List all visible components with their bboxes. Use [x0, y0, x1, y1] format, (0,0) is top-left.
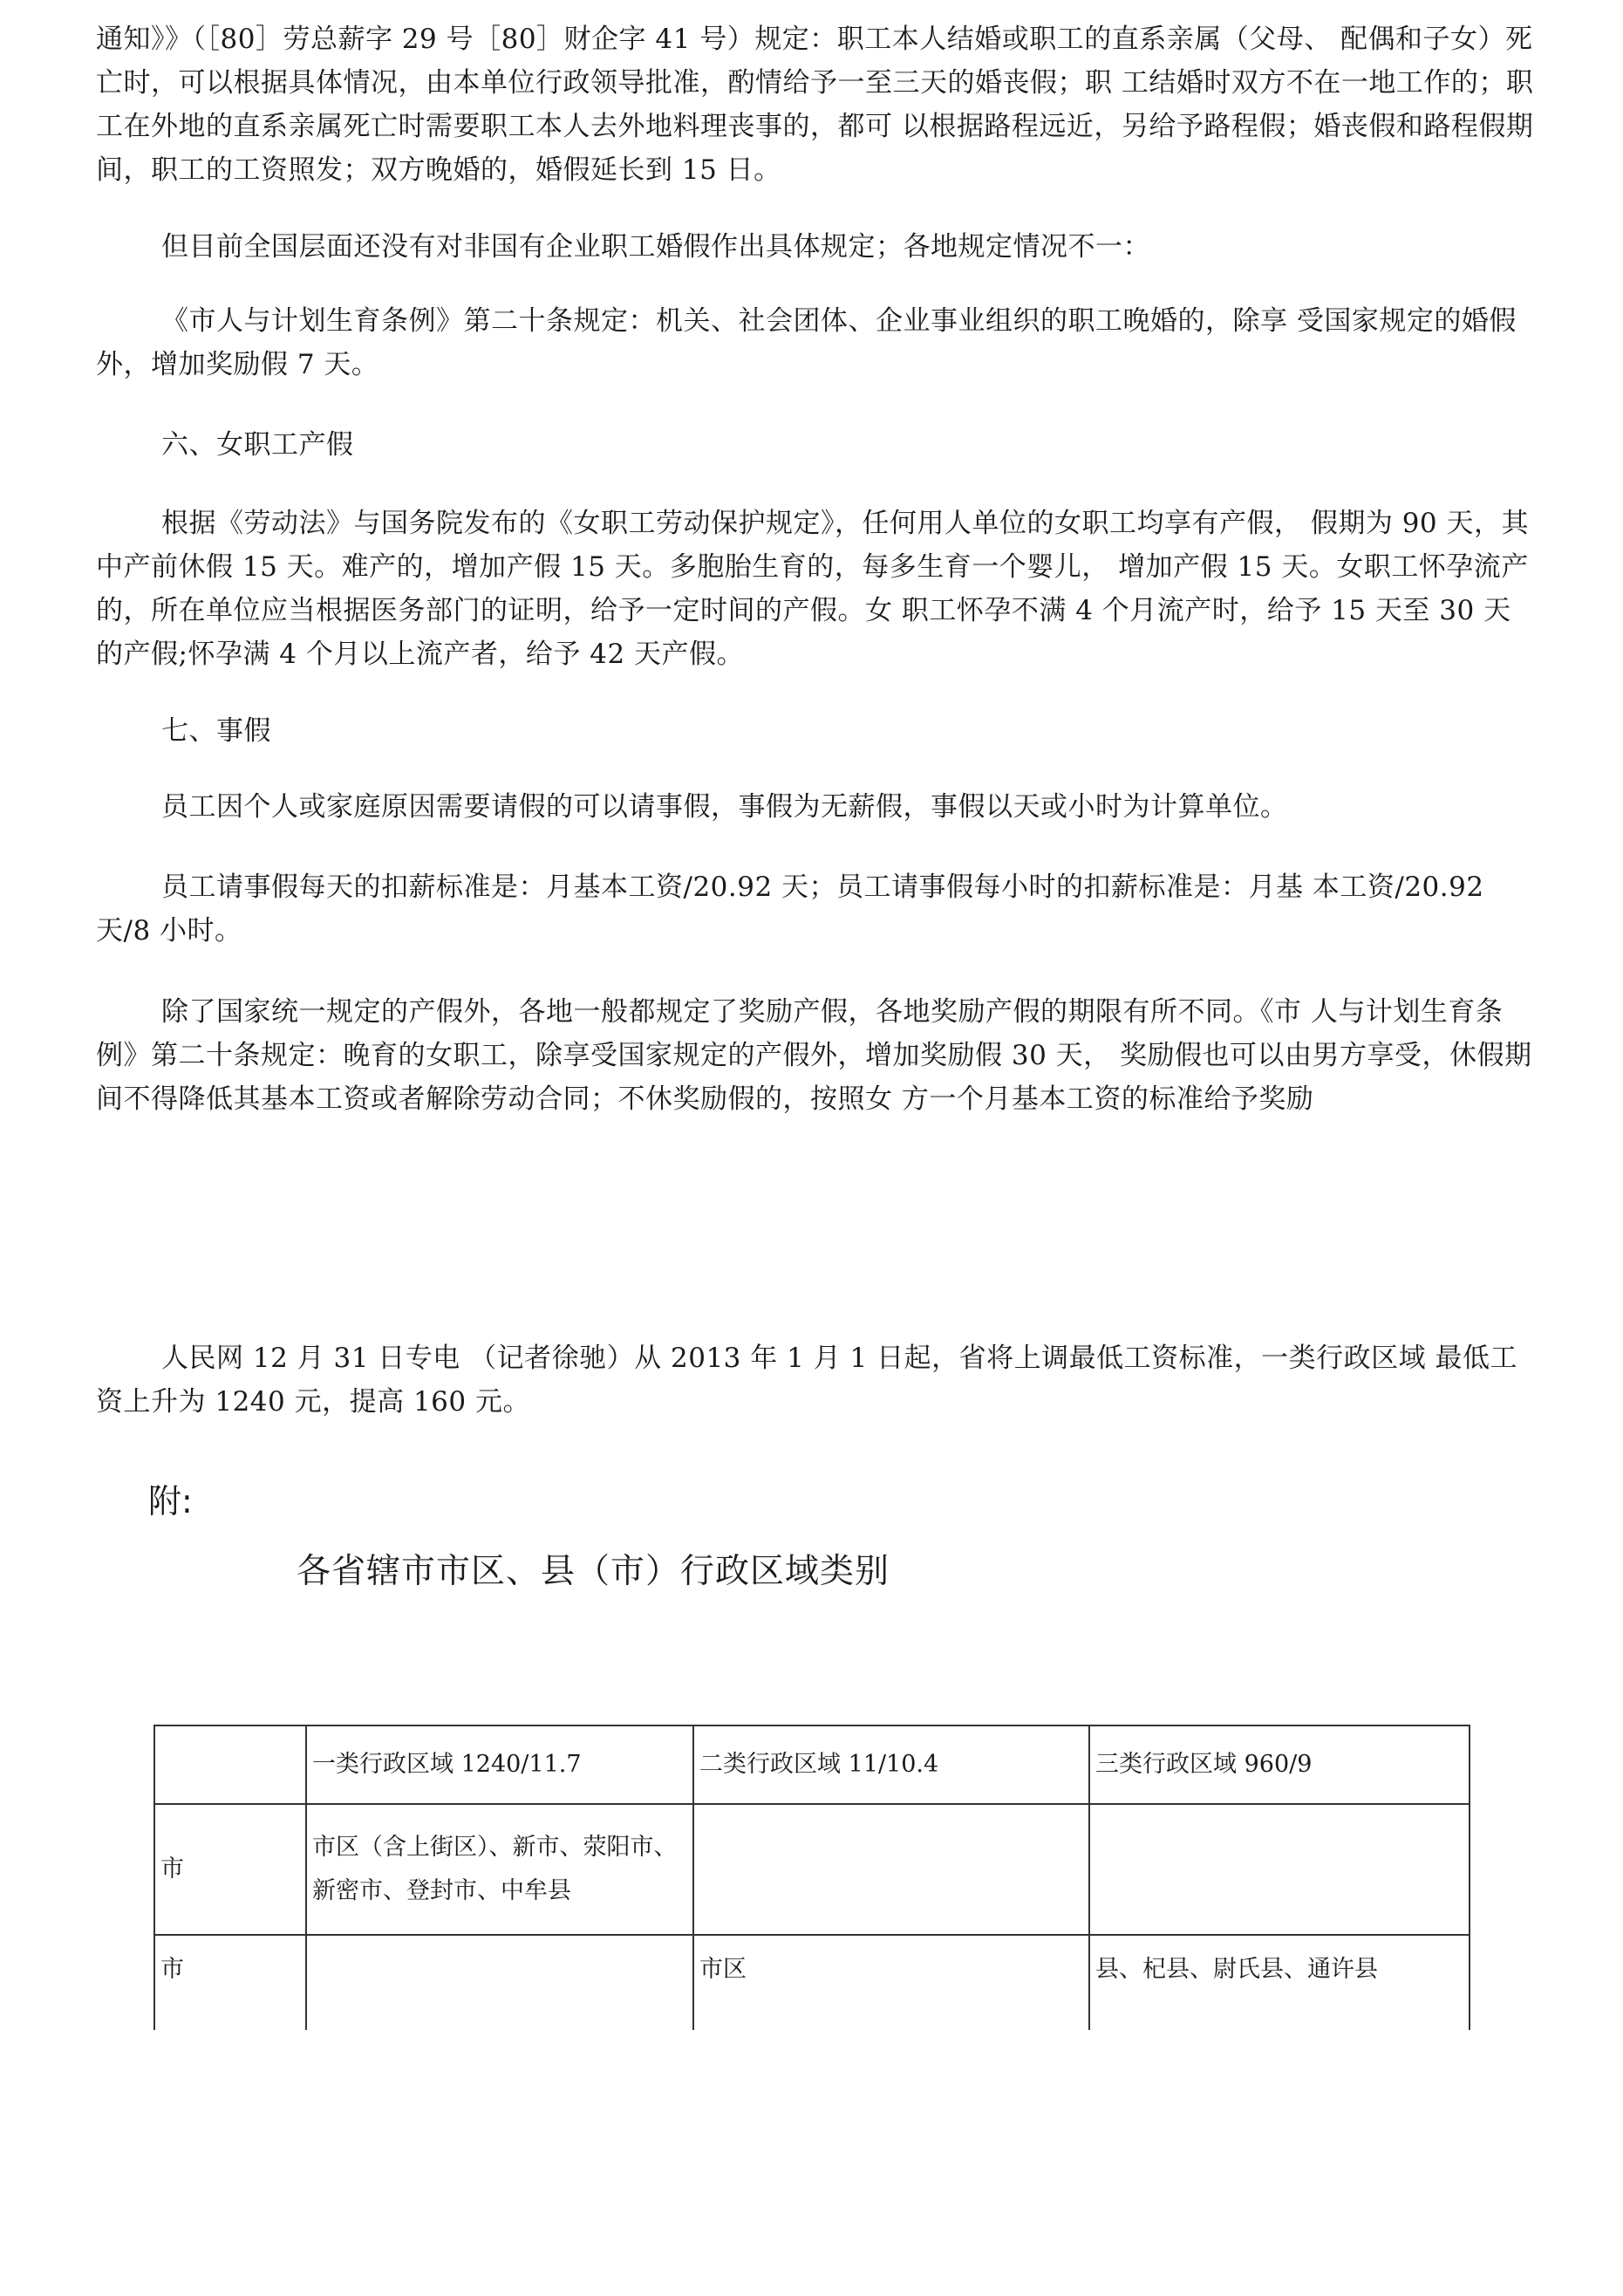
paragraph-marriage-leave-rule: 通知》》（［80］劳总薪字 29 号［80］财企字 41 号）规定：职工本人结婚或职工的直系亲属（父母、 配偶和子女）死亡时，可以根据具体情况，由本单位行政领导批准，酌情给予一至三天的婚丧假；职 工结婚时双方不在一地工作的；职工在外地的直系亲属死亡时需要职工本人去外地料理丧事的，都可 以根据路程远近，另给予路程假；婚丧假和路程假期间，职工的工资照发；双方晚婚的，婚假延长到 15 日。 [96, 24, 1534, 186]
table-cell-city: 市 [154, 1935, 306, 2030]
appendix-label: 附: [148, 1482, 193, 1520]
table-cell-class-three [1089, 1804, 1470, 1935]
paragraph-minimum-wage-news: 人民网 12 月 31 日专电 （记者徐驰）从 2013 年 1 月 1 日起，省将上调最低工资标准，一类行政区域 最低工资上升为 1240 元，提高 160 元。 [96, 1343, 1517, 1418]
header-cell-class-one: 一类行政区域 1240/11.7 [306, 1725, 693, 1804]
table-row [154, 1935, 1470, 2030]
table-header-row [154, 1725, 1470, 1804]
paragraph-personal-leave: 员工因个人或家庭原因需要请假的可以请事假，事假为无薪假，事假以天或小时为计算单位。 [161, 791, 1288, 823]
table-cell-class-two: 市区 [693, 1935, 1089, 2030]
table-cell-city: 市 [154, 1804, 306, 1935]
paragraph-pay-deduction: 员工请事假每天的扣薪标准是：月基本工资/20.92 天；员工请事假每小时的扣薪标准是：月基 本工资/20.92 天/8 小时。 [96, 871, 1484, 946]
header-cell-class-two: 二类行政区域 11/10.4 [693, 1725, 1089, 1804]
header-cell-class-three: 三类行政区域 960/9 [1089, 1725, 1470, 1804]
paragraph-late-marriage-bonus: 《市人与计划生育条例》第二十条规定：机关、社会团体、企业事业组织的职工晚婚的，除享 受国家规定的婚假外，增加奖励假 7 天。 [96, 305, 1517, 380]
paragraph-bonus-maternity-leave: 除了国家统一规定的产假外，各地一般都规定了奖励产假，各地奖励产假的期限有所不同。《市 人与计划生育条例》第二十条规定：晚育的女职工，除享受国家规定的产假外，增加奖励假 30 天， 奖励假也可以由男方享受，休假期间不得降低其基本工资或者解除劳动合同；不休奖励假的，按照女 方一个月基本工资的标准给予奖励 [96, 996, 1532, 1115]
paragraph-non-state-enterprise: 但目前全国层面还没有对非国有企业职工婚假作出具体规定；各地规定情况不一： [161, 231, 1150, 263]
paragraph-maternity-leave: 根据《劳动法》与国务院发布的《女职工劳动保护规定》，任何用人单位的女职工均享有产假， 假期为 90 天，其中产前休假 15 天。难产的，增加产假 15 天。多胞胎生育的，每多生育一个婴儿， 增加产假 15 天。女职工怀孕流产的，所在单位应当根据医务部门的证明，给予一定时间的产假。女 职工怀孕不满 4 个月流产时，给予 15 天至 30 天的产假;怀孕满 4 个月以上流产者，给予 42 天产假。 [96, 508, 1530, 670]
region-category-table [153, 1725, 1470, 2030]
table-cell-class-one: 市区（含上街区）、新市、荥阳市、新密市、登封市、中牟县 [306, 1804, 693, 1935]
table-cell-class-three: 县、杞县、尉氏县、通许县 [1089, 1935, 1470, 2030]
header-cell-blank [154, 1725, 306, 1804]
table-cell-class-two [693, 1804, 1089, 1935]
section-heading-personal-leave: 七、事假 [161, 715, 271, 747]
table-title: 各省辖市市区、县（市）行政区域类别 [297, 1552, 890, 1591]
table-row [154, 1804, 1470, 1935]
table-cell-class-one [306, 1935, 693, 2030]
section-heading-maternity-leave: 六、女职工产假 [161, 429, 354, 461]
